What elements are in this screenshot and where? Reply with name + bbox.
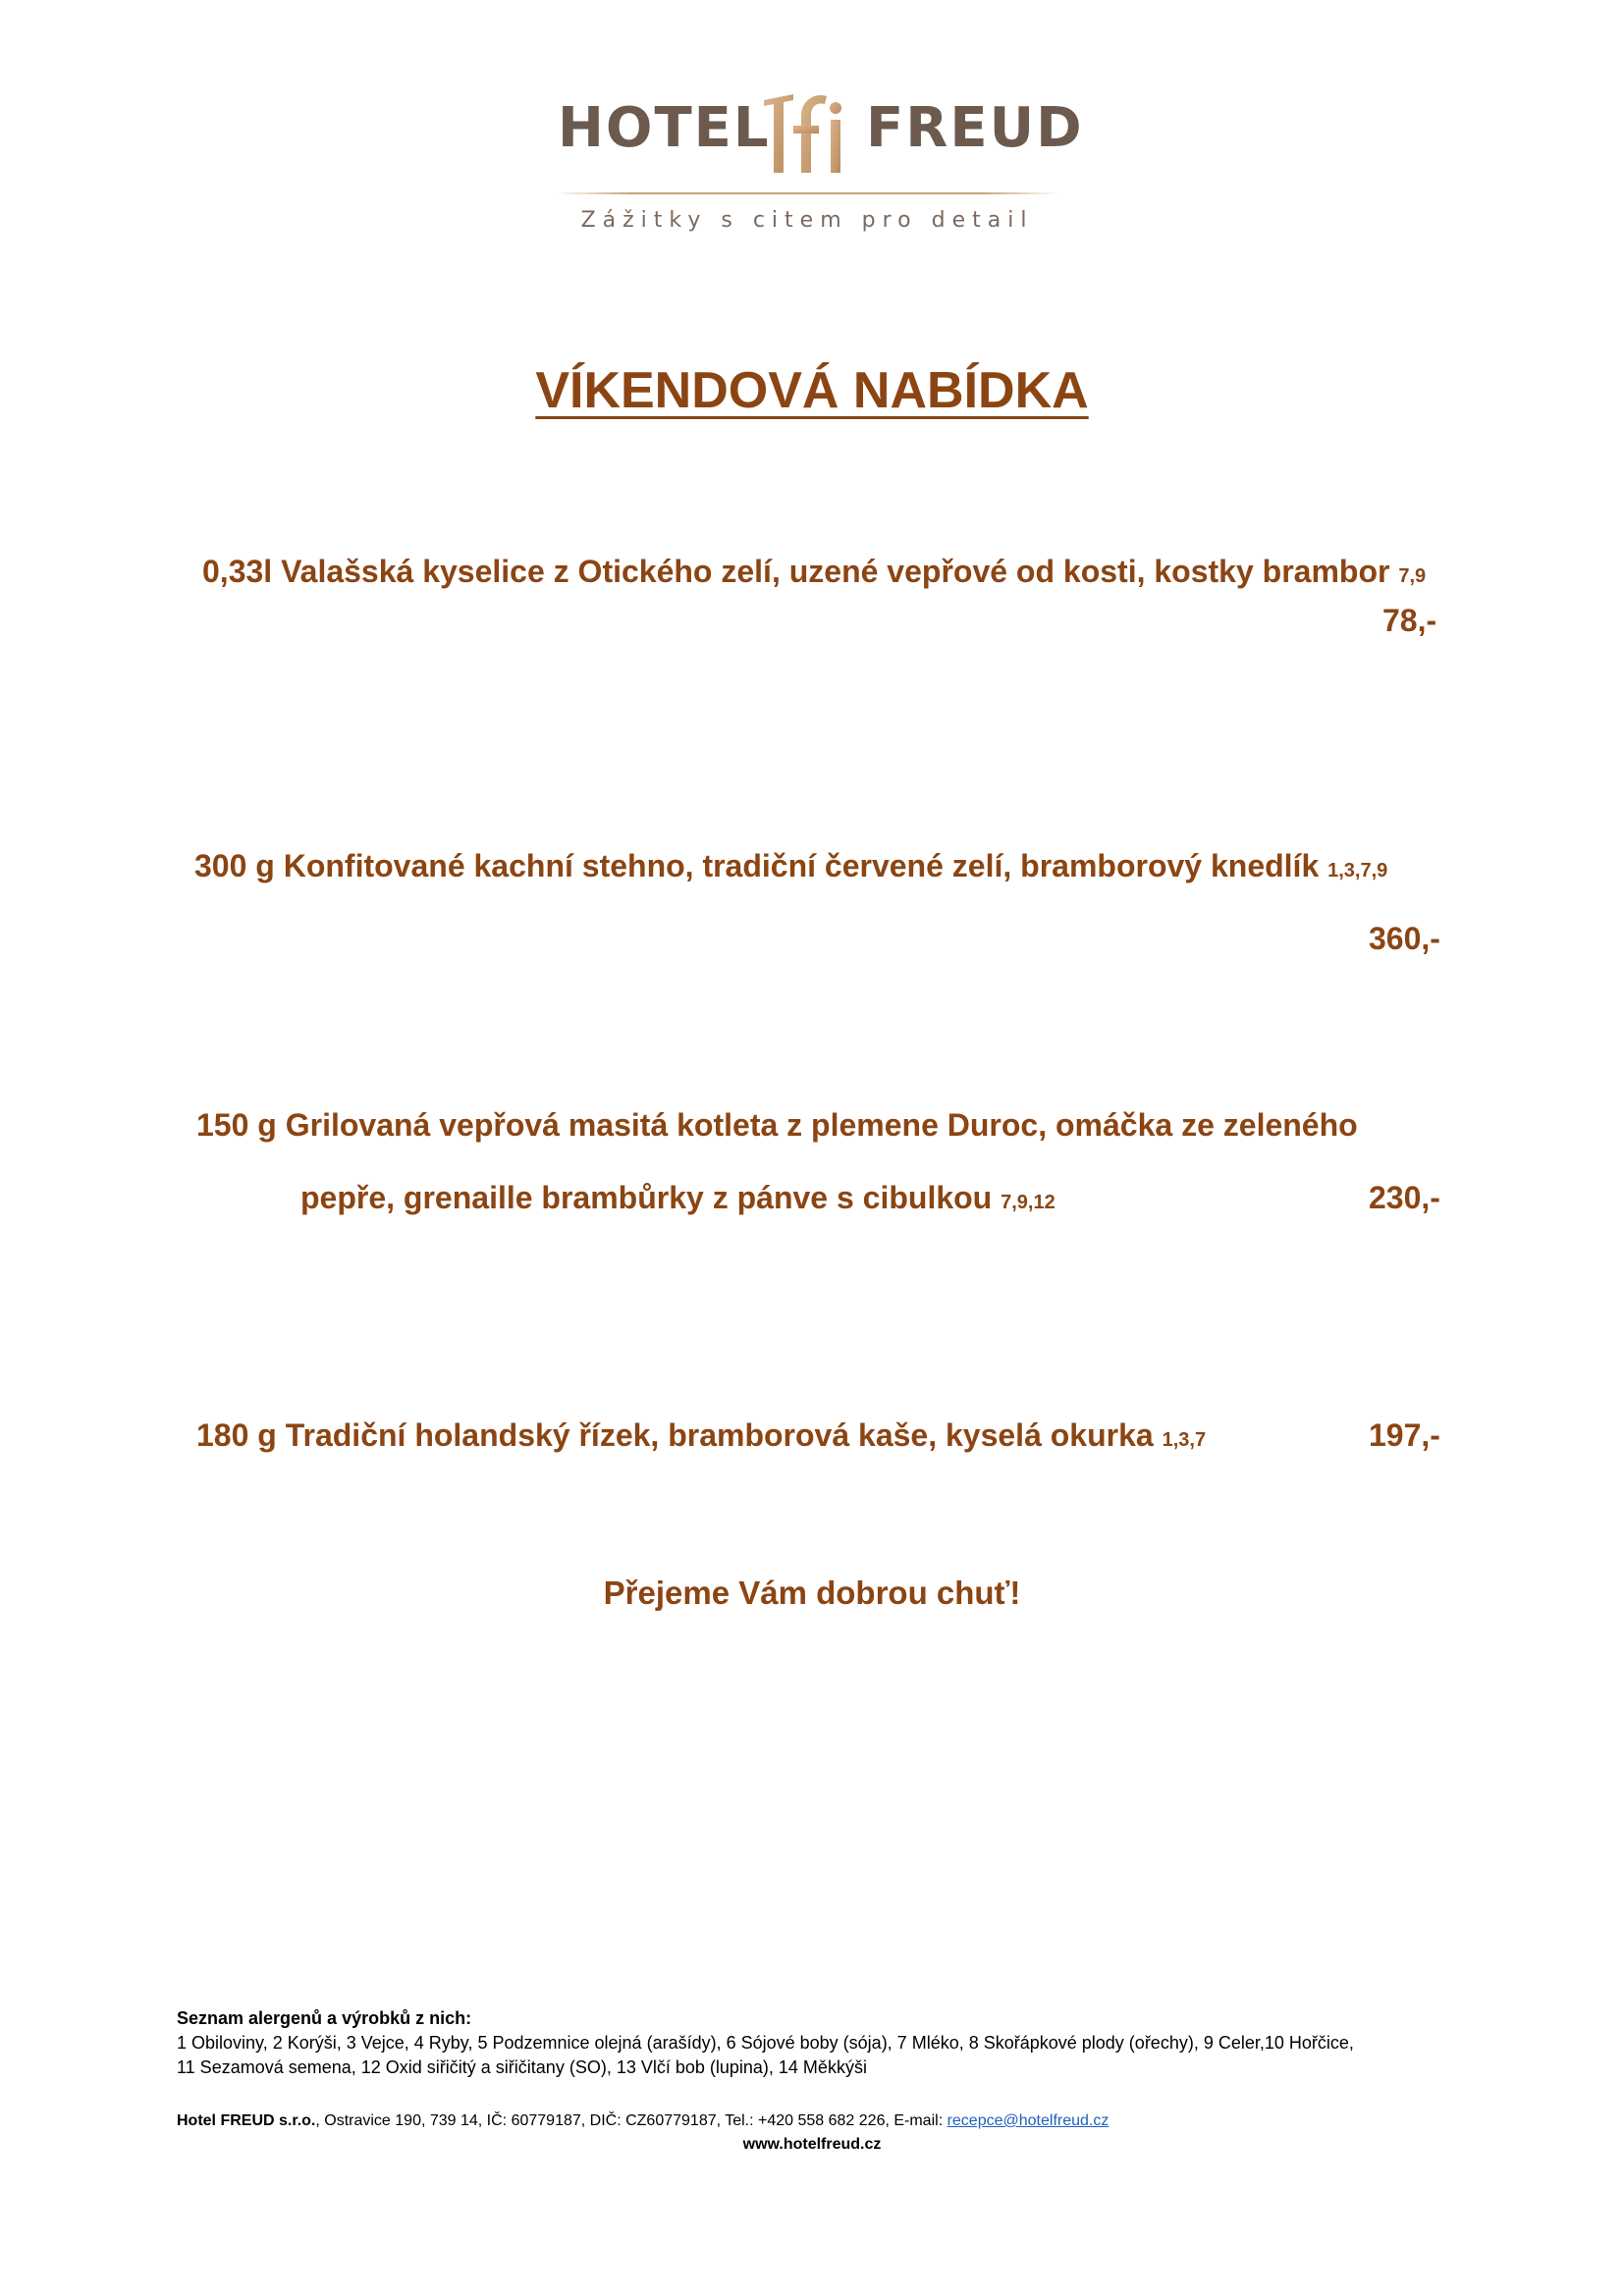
email-link[interactable]: recepce@hotelfreud.cz xyxy=(947,2112,1110,2129)
logo-tagline: Zážitky s citem pro detail xyxy=(580,208,1034,233)
menu-item-3-name: pepře, grenaille brambůrky z pánve s cibulkou xyxy=(300,1180,993,1215)
logo-word-freud: FREUD xyxy=(866,96,1084,160)
logo-monogram-icon xyxy=(754,86,856,181)
menu-item-3-line2 xyxy=(300,1180,1056,1216)
website-url[interactable]: www.hotelfreud.cz xyxy=(742,2136,882,2153)
logo-divider xyxy=(556,192,1058,194)
menu-item-4-text xyxy=(196,1417,1206,1454)
allergen-list xyxy=(177,2006,1512,2080)
menu-item-1-allergens: 7,9 xyxy=(1398,565,1427,587)
menu-item-2-allergens: 1,3,7,9 xyxy=(1327,860,1388,881)
menu-item-2-text xyxy=(194,848,1387,884)
logo-word-hotel: HOTEL xyxy=(558,96,771,160)
menu-item-4-price: 197,- xyxy=(1369,1417,1440,1453)
hotel-logo xyxy=(0,0,1624,255)
menu-item-3-price: 230,- xyxy=(1369,1180,1440,1215)
allergen-list-line-1: 1 Obiloviny, 2 Korýši, 3 Vejce, 4 Ryby, 5 Podzemnice olejná (arašídy), 6 Sójové boby (sója), 7 Mléko, 8 Skořápkové plody (ořechy), 9 Celer,10 Hořčice, xyxy=(177,2033,1354,2053)
page-title-text: VÍKENDOVÁ NABÍDKA xyxy=(535,362,1089,419)
allergen-list-header: Seznam alergenů a výrobků z nich: xyxy=(177,2008,472,2028)
menu-item-4-allergens: 1,3,7 xyxy=(1162,1429,1207,1451)
menu-item-1-price: 78,- xyxy=(1382,603,1437,638)
menu-item-4-name: 180 g Tradiční holandský řízek, bramborová kaše, kyselá okurka xyxy=(196,1417,1154,1453)
allergen-list-line-2: 11 Sezamová semena, 12 Oxid siřičitý a siřičitany (SO), 13 Vlčí bob (lupina), 14 Měkkýši xyxy=(177,2057,867,2077)
closing-wish: Přejeme Vám dobrou chuť! xyxy=(603,1575,1021,1611)
menu-item-1-text xyxy=(202,554,1426,590)
company-name: Hotel FREUD s.r.o. xyxy=(177,2112,316,2129)
menu-item-2-price: 360,- xyxy=(1369,921,1440,956)
menu-item-3-allergens: 7,9,12 xyxy=(1001,1192,1056,1213)
company-details: , Ostravice 190, 739 14, IČ: 60779187, DIČ: CZ60779187, Tel.: +420 558 682 226, E-mail: xyxy=(315,2112,947,2129)
menu-item-1-name: 0,33l Valašská kyselice z Otického zelí, uzené vepřové od kosti, kostky brambor xyxy=(202,554,1390,589)
menu-item-2-name: 300 g Konfitované kachní stehno, tradiční červené zelí, bramborový knedlík xyxy=(194,848,1320,883)
company-contact xyxy=(177,2112,1512,2130)
menu-item-3-line1: 150 g Grilovaná vepřová masitá kotleta z plemene Duroc, omáčka ze zeleného xyxy=(196,1107,1358,1143)
page-title xyxy=(0,361,1624,420)
